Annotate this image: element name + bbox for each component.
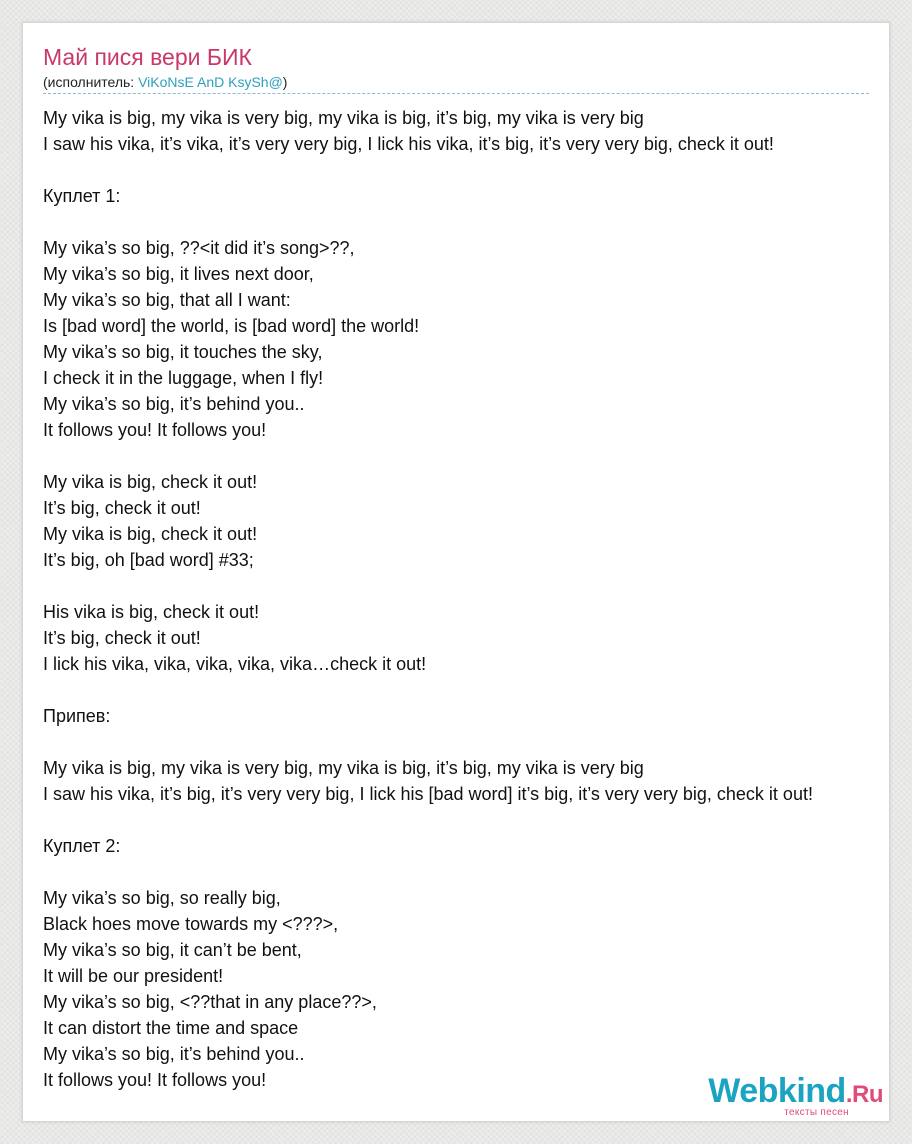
logo-tagline: тексты песен — [784, 1107, 849, 1118]
artist-suffix: ) — [282, 74, 288, 90]
artist-link[interactable]: ViKoNsE AnD KsySh@ — [138, 74, 283, 90]
lyric-line: I check it in the luggage, when I fly! — [43, 368, 324, 388]
lyric-line: I saw his vika, it’s big, it’s very very big, I lick his [bad word] it’s big, it’s very very big, check it out! — [43, 784, 813, 804]
lyric-line: It follows you! It follows you! — [43, 1070, 267, 1090]
lyric-line: Куплет 2: — [43, 836, 121, 856]
lyric-line: My vika is big, my vika is very big, my vika is big, it’s big, my vika is very big — [43, 108, 644, 128]
lyric-line: My vika’s so big, it touches the sky, — [43, 342, 323, 362]
lyric-line: My vika’s so big, it’s behind you.. — [43, 394, 305, 414]
lyric-line: I lick his vika, vika, vika, vika, vika…check it out! — [43, 654, 427, 674]
lyric-line: It will be our president! — [43, 966, 224, 986]
logo-wordmark: Webkind — [708, 1072, 846, 1110]
lyric-line: My vika’s so big, <??that in any place??>, — [43, 992, 377, 1012]
lyric-line: My vika’s so big, it lives next door, — [43, 264, 314, 284]
artist-prefix: (исполнитель: — [43, 74, 139, 90]
lyric-line — [43, 209, 890, 235]
lyrics-text — [43, 105, 890, 1093]
lyric-line: My vika is big, my vika is very big, my vika is big, it’s big, my vika is very big — [43, 758, 644, 778]
logo-domain: .Ru — [845, 1081, 883, 1108]
lyric-line: It’s big, check it out! — [43, 628, 201, 648]
webkind-logo[interactable] — [708, 1073, 883, 1118]
lyric-line: It’s big, oh [bad word] #33; — [43, 550, 254, 570]
lyric-line: It’s big, check it out! — [43, 498, 201, 518]
lyric-line: My vika’s so big, it can’t be bent, — [43, 940, 302, 960]
lyric-line: It follows you! It follows you! — [43, 420, 267, 440]
lyric-line: My vika is big, check it out! — [43, 524, 258, 544]
lyric-line — [43, 859, 890, 885]
lyric-line — [43, 677, 890, 703]
lyric-line: I saw his vika, it’s vika, it’s very very big, I lick his vika, it’s big, it’s very very big, check it out! — [43, 134, 774, 154]
lyric-line: My vika is big, check it out! — [43, 472, 258, 492]
lyric-line: Is [bad word] the world, is [bad word] the world! — [43, 316, 420, 336]
lyric-line: Black hoes move towards my <???>, — [43, 914, 339, 934]
song-title: Май пися вери БИК — [43, 44, 252, 70]
lyric-line: Припев: — [43, 706, 111, 726]
lyric-line — [43, 157, 890, 183]
lyrics-card — [22, 22, 890, 1122]
artist-line — [43, 73, 869, 94]
lyric-line: My vika’s so big, it’s behind you.. — [43, 1044, 305, 1064]
lyric-line — [43, 573, 890, 599]
lyric-line: Куплет 1: — [43, 186, 121, 206]
lyric-line: His vika is big, check it out! — [43, 602, 260, 622]
lyric-line — [43, 443, 890, 469]
lyric-line: My vika’s so big, so really big, — [43, 888, 281, 908]
lyric-line — [43, 729, 890, 755]
lyric-line: My vika’s so big, ??<it did it’s song>??, — [43, 238, 355, 258]
lyric-line: It can distort the time and space — [43, 1018, 299, 1038]
lyric-line: My vika’s so big, that all I want: — [43, 290, 291, 310]
lyric-line — [43, 807, 890, 833]
